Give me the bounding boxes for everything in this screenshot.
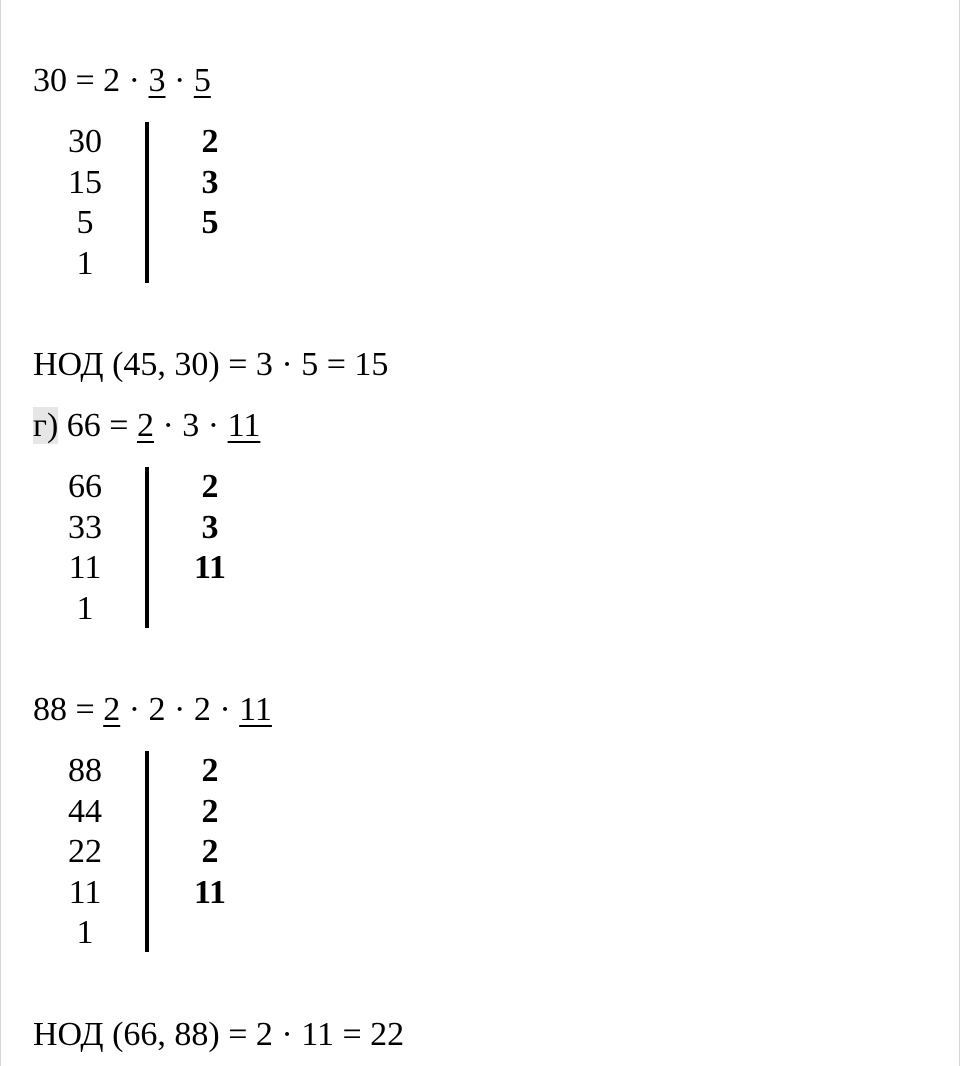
dividend: 88 bbox=[68, 752, 102, 789]
eq-part-underlined: 2 bbox=[136, 407, 154, 444]
item-label: г) bbox=[33, 407, 59, 444]
dividend: 22 bbox=[68, 833, 102, 870]
dividend: 66 bbox=[68, 468, 102, 505]
division-row bbox=[50, 832, 270, 873]
eq-part: · bbox=[165, 62, 194, 99]
eq-part-underlined: 5 bbox=[193, 62, 211, 99]
division-table-30 bbox=[50, 122, 270, 284]
division-table-88 bbox=[50, 751, 270, 954]
dividend: 5 bbox=[76, 204, 94, 241]
divisor: 2 bbox=[201, 468, 219, 505]
divisor: 3 bbox=[201, 508, 219, 546]
division-row bbox=[50, 792, 270, 833]
dividend: 11 bbox=[68, 873, 102, 911]
dividend: 1 bbox=[76, 589, 94, 627]
factorization-66 bbox=[33, 406, 260, 446]
eq-part-underlined: 2 bbox=[103, 691, 121, 728]
division-row bbox=[50, 913, 270, 954]
eq-part: 88 = bbox=[33, 691, 104, 728]
eq-part: 66 = bbox=[58, 407, 137, 444]
eq-part-underlined: 11 bbox=[239, 691, 272, 728]
dividend: 30 bbox=[68, 123, 102, 160]
divisor: 2 bbox=[201, 123, 219, 160]
division-row bbox=[50, 244, 270, 285]
division-row bbox=[50, 122, 270, 163]
gcd-result-66-88: НОД (66, 88) = 2 · 11 = 22 bbox=[33, 1016, 405, 1053]
divisor: 2 bbox=[201, 792, 219, 830]
gcd-result-45-30: НОД (45, 30) = 3 · 5 = 15 bbox=[33, 346, 389, 383]
eq-part: · 3 · bbox=[153, 407, 228, 444]
dividend: 11 bbox=[68, 549, 102, 586]
divisor: 2 bbox=[201, 833, 219, 870]
division-row bbox=[50, 203, 270, 244]
divisor: 11 bbox=[193, 549, 227, 586]
division-row bbox=[50, 589, 270, 630]
eq-part: · 2 · 2 · bbox=[120, 691, 240, 728]
division-row bbox=[50, 508, 270, 549]
divisor: 3 bbox=[201, 163, 219, 201]
division-table-66 bbox=[50, 467, 270, 629]
divisor: 11 bbox=[193, 873, 227, 911]
eq-part: 30 = 2 · bbox=[33, 62, 149, 99]
division-row bbox=[50, 751, 270, 792]
divisor: 2 bbox=[201, 752, 219, 789]
eq-part-underlined: 3 bbox=[148, 62, 166, 99]
dividend: 33 bbox=[68, 508, 102, 546]
division-row bbox=[50, 548, 270, 589]
division-row bbox=[50, 873, 270, 914]
page-edge-left bbox=[0, 0, 1, 1066]
divisor: 5 bbox=[201, 204, 219, 241]
factorization-30 bbox=[33, 61, 211, 101]
dividend: 1 bbox=[76, 244, 94, 282]
factorization-88 bbox=[33, 690, 272, 730]
division-row bbox=[50, 163, 270, 204]
dividend: 1 bbox=[76, 914, 94, 951]
division-row bbox=[50, 467, 270, 508]
dividend: 15 bbox=[68, 163, 102, 201]
eq-part-underlined: 11 bbox=[227, 407, 261, 444]
dividend: 44 bbox=[68, 792, 102, 830]
